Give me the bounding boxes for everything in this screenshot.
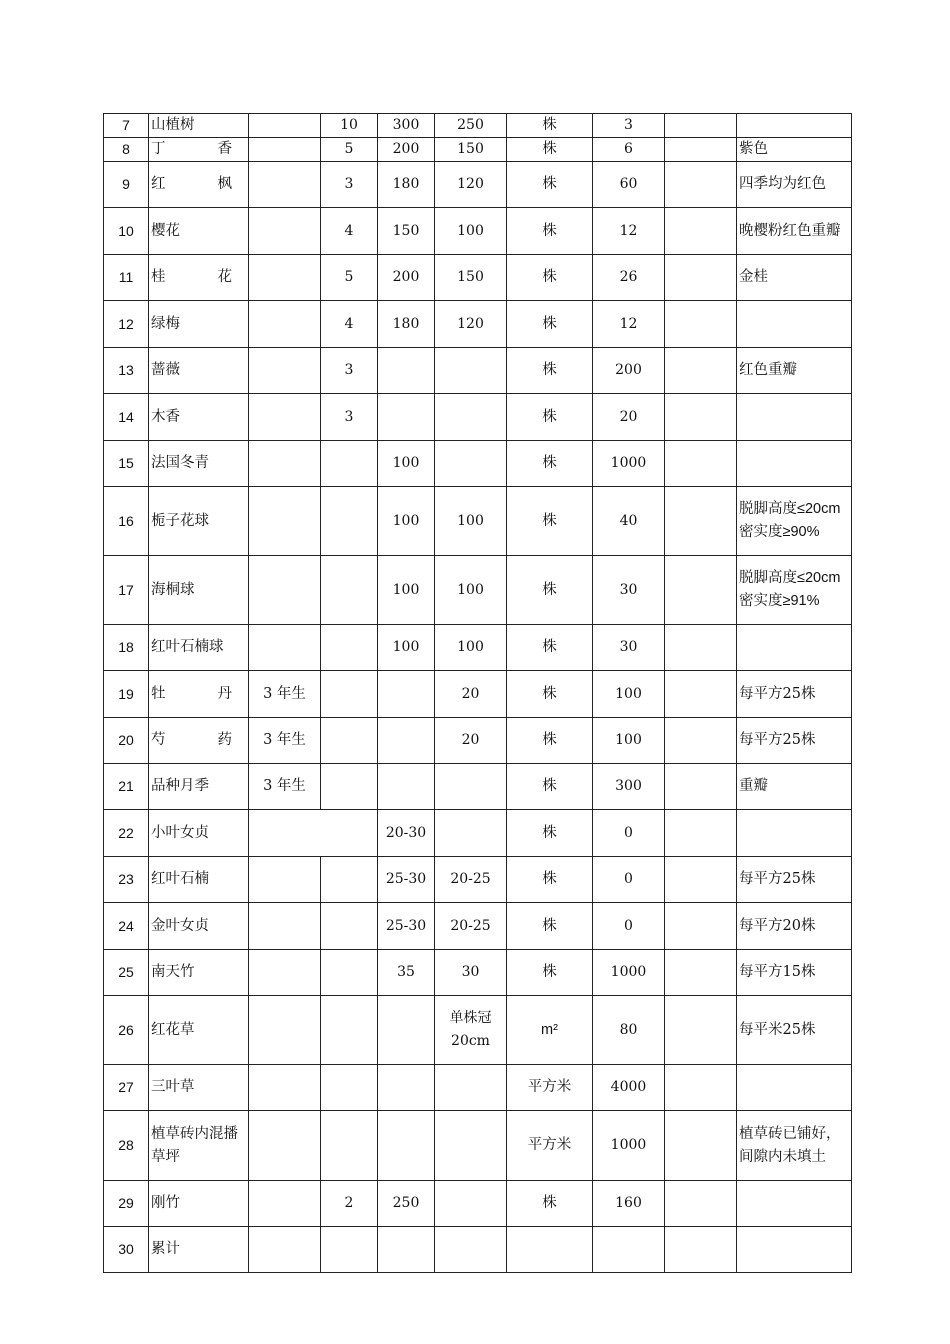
height-cell: 200 [378,255,435,301]
quantity-cell: 0 [593,810,665,857]
blank-cell [665,1227,737,1273]
row-number-cell: 12 [104,301,149,348]
quantity-cell: 4000 [593,1065,665,1111]
table-row [104,1111,852,1181]
plant-name-cell: 牡丹 [149,671,249,718]
crown-cell: 100 [435,487,507,556]
table-row [104,255,852,301]
crown-cell: 100 [435,625,507,671]
height-cell: 100 [378,487,435,556]
age-cell [249,301,321,348]
note-cell: 晚樱粉红色重瓣 [737,208,852,255]
note-cell: 每平方25株 [737,857,852,903]
spec-cell [321,1065,378,1111]
table-row [104,138,852,162]
crown-cell: 100 [435,556,507,625]
table-row [104,1227,852,1273]
age-cell [249,950,321,996]
height-cell [378,996,435,1065]
note-cell: 每平方20株 [737,903,852,950]
plant-name-cell: 南天竹 [149,950,249,996]
quantity-cell: 26 [593,255,665,301]
quantity-cell: 6 [593,138,665,162]
spec-cell [321,625,378,671]
spec-cell [321,857,378,903]
note-cell: 每平米25株 [737,996,852,1065]
unit-cell: 株 [507,857,593,903]
quantity-cell: 100 [593,718,665,764]
age-cell [249,255,321,301]
blank-cell [665,138,737,162]
height-cell: 150 [378,208,435,255]
note-cell: 四季均为红色 [737,162,852,208]
spec-cell [321,996,378,1065]
crown-cell [435,764,507,810]
row-number-cell: 23 [104,857,149,903]
height-cell: 100 [378,556,435,625]
blank-cell [665,208,737,255]
plant-name-cell: 红叶石楠球 [149,625,249,671]
unit-cell: 株 [507,903,593,950]
spec-cell: 4 [321,301,378,348]
height-cell: 100 [378,625,435,671]
blank-cell [665,625,737,671]
plant-name-cell: 刚竹 [149,1181,249,1227]
height-cell: 20-30 [378,810,435,857]
quantity-cell: 30 [593,625,665,671]
quantity-cell: 60 [593,162,665,208]
crown-cell: 150 [435,255,507,301]
table-row [104,718,852,764]
quantity-cell: 1000 [593,1111,665,1181]
row-number-cell: 8 [104,138,149,162]
plant-name-cell: 三叶草 [149,1065,249,1111]
row-number-cell: 24 [104,903,149,950]
quantity-cell: 300 [593,764,665,810]
table-row [104,950,852,996]
table-row [104,1065,852,1111]
spec-cell: 10 [321,114,378,138]
crown-cell [435,1227,507,1273]
quantity-cell: 1000 [593,950,665,996]
crown-cell [435,1181,507,1227]
spec-cell: 4 [321,208,378,255]
plant-name-cell: 山植树 [149,114,249,138]
unit-cell: 株 [507,348,593,394]
unit-cell: 株 [507,810,593,857]
spec-cell: 3 [321,348,378,394]
age-cell [249,441,321,487]
blank-cell [665,671,737,718]
crown-cell: 单株冠20cm [435,996,507,1065]
unit-cell: 株 [507,441,593,487]
age-cell: 3 年生 [249,718,321,764]
unit-cell: 株 [507,162,593,208]
row-number-cell: 27 [104,1065,149,1111]
quantity-cell: 30 [593,556,665,625]
note-cell [737,441,852,487]
blank-cell [665,1111,737,1181]
quantity-cell: 100 [593,671,665,718]
blank-cell [665,1181,737,1227]
spec-cell: 5 [321,255,378,301]
height-cell [378,1111,435,1181]
note-cell [737,114,852,138]
row-number-cell: 18 [104,625,149,671]
row-number-cell: 14 [104,394,149,441]
age-cell: 3 年生 [249,764,321,810]
table-row [104,810,852,857]
table-row [104,301,852,348]
table-row [104,487,852,556]
plant-name-cell: 丁香 [149,138,249,162]
plant-name-cell: 红花草 [149,996,249,1065]
unit-cell: 株 [507,1181,593,1227]
unit-cell: 株 [507,556,593,625]
age-cell [249,348,321,394]
age-cell [249,625,321,671]
height-cell: 180 [378,301,435,348]
unit-cell: m² [507,996,593,1065]
plant-name-cell: 红枫 [149,162,249,208]
blank-cell [665,487,737,556]
blank-cell [665,301,737,348]
table-row [104,114,852,138]
height-cell [378,394,435,441]
crown-cell [435,348,507,394]
quantity-cell: 40 [593,487,665,556]
row-number-cell: 21 [104,764,149,810]
row-number-cell: 7 [104,114,149,138]
height-cell [378,1227,435,1273]
row-number-cell: 11 [104,255,149,301]
height-cell: 100 [378,441,435,487]
unit-cell: 株 [507,764,593,810]
plant-name-cell: 樱花 [149,208,249,255]
blank-cell [665,903,737,950]
note-cell: 每平方25株 [737,671,852,718]
spec-cell [321,671,378,718]
blank-cell [665,764,737,810]
crown-cell [435,1111,507,1181]
plant-name-cell: 蔷薇 [149,348,249,394]
unit-cell: 株 [507,487,593,556]
blank-cell [665,394,737,441]
age-cell [249,487,321,556]
age-cell [249,162,321,208]
height-cell: 25-30 [378,857,435,903]
note-cell: 脱脚高度≤20cm 密实度≥90% [737,487,852,556]
plant-name-cell: 法国冬青 [149,441,249,487]
age-cell: 3 年生 [249,671,321,718]
table-row [104,671,852,718]
age-cell [249,556,321,625]
row-number-cell: 25 [104,950,149,996]
unit-cell: 株 [507,114,593,138]
spec-cell [321,1111,378,1181]
unit-cell: 株 [507,301,593,348]
table-row [104,625,852,671]
crown-cell: 30 [435,950,507,996]
crown-cell: 120 [435,162,507,208]
crown-cell [435,1065,507,1111]
quantity-cell: 0 [593,903,665,950]
row-number-cell: 15 [104,441,149,487]
blank-cell [665,114,737,138]
blank-cell [665,255,737,301]
age-cell [249,138,321,162]
blank-cell [665,1065,737,1111]
table-row [104,441,852,487]
crown-cell: 20-25 [435,903,507,950]
crown-cell: 20 [435,718,507,764]
age-cell [249,996,321,1065]
spec-cell [321,764,378,810]
plant-name-cell: 桂花 [149,255,249,301]
plant-name-cell: 红叶石楠 [149,857,249,903]
note-cell: 每平方15株 [737,950,852,996]
row-number-cell: 30 [104,1227,149,1273]
spec-cell: 2 [321,1181,378,1227]
height-cell: 250 [378,1181,435,1227]
note-cell [737,810,852,857]
spec-cell [321,718,378,764]
age-cell [249,810,378,857]
unit-cell: 株 [507,950,593,996]
row-number-cell: 13 [104,348,149,394]
row-number-cell: 9 [104,162,149,208]
spec-cell [321,556,378,625]
age-cell [249,1181,321,1227]
height-cell: 300 [378,114,435,138]
age-cell [249,857,321,903]
height-cell [378,764,435,810]
table-row [104,162,852,208]
blank-cell [665,810,737,857]
plant-name-cell: 木香 [149,394,249,441]
table-row [104,394,852,441]
blank-cell [665,996,737,1065]
quantity-cell: 12 [593,208,665,255]
plant-inventory-table [103,113,852,1273]
height-cell: 35 [378,950,435,996]
table-row [104,556,852,625]
note-cell: 红色重瓣 [737,348,852,394]
note-cell: 植草砖已铺好，间隙内未填土 [737,1111,852,1181]
note-cell: 重瓣 [737,764,852,810]
quantity-cell: 200 [593,348,665,394]
age-cell [249,1227,321,1273]
unit-cell [507,1227,593,1273]
height-cell [378,348,435,394]
unit-cell: 株 [507,255,593,301]
note-cell [737,1065,852,1111]
row-number-cell: 10 [104,208,149,255]
note-cell: 紫色 [737,138,852,162]
plant-name-cell: 植草砖内混播草坪 [149,1111,249,1181]
height-cell [378,1065,435,1111]
blank-cell [665,857,737,903]
height-cell [378,718,435,764]
plant-name-cell: 累计 [149,1227,249,1273]
age-cell [249,1111,321,1181]
crown-cell: 250 [435,114,507,138]
blank-cell [665,718,737,764]
table-row [104,903,852,950]
blank-cell [665,556,737,625]
crown-cell [435,394,507,441]
age-cell [249,903,321,950]
note-cell [737,1181,852,1227]
unit-cell: 株 [507,138,593,162]
note-cell: 脱脚高度≤20cm 密实度≥91% [737,556,852,625]
blank-cell [665,441,737,487]
plant-name-cell: 海桐球 [149,556,249,625]
age-cell [249,1065,321,1111]
blank-cell [665,162,737,208]
quantity-cell: 1000 [593,441,665,487]
row-number-cell: 19 [104,671,149,718]
table-row [104,348,852,394]
quantity-cell [593,1227,665,1273]
note-cell: 每平方25株 [737,718,852,764]
plant-name-cell: 绿梅 [149,301,249,348]
quantity-cell: 160 [593,1181,665,1227]
blank-cell [665,348,737,394]
unit-cell: 株 [507,625,593,671]
spec-cell: 3 [321,394,378,441]
row-number-cell: 29 [104,1181,149,1227]
row-number-cell: 28 [104,1111,149,1181]
row-number-cell: 20 [104,718,149,764]
blank-cell [665,950,737,996]
unit-cell: 平方米 [507,1111,593,1181]
row-number-cell: 16 [104,487,149,556]
row-number-cell: 17 [104,556,149,625]
spec-cell [321,1227,378,1273]
note-cell [737,301,852,348]
age-cell [249,208,321,255]
height-cell: 180 [378,162,435,208]
table-row [104,208,852,255]
height-cell: 25-30 [378,903,435,950]
note-cell [737,1227,852,1273]
plant-name-cell: 金叶女贞 [149,903,249,950]
note-cell [737,625,852,671]
plant-name-cell: 小叶女贞 [149,810,249,857]
crown-cell [435,441,507,487]
spec-cell [321,441,378,487]
crown-cell: 120 [435,301,507,348]
crown-cell [435,810,507,857]
unit-cell: 株 [507,718,593,764]
plant-name-cell: 栀子花球 [149,487,249,556]
spec-cell [321,903,378,950]
quantity-cell: 0 [593,857,665,903]
height-cell: 200 [378,138,435,162]
table-row [104,996,852,1065]
age-cell [249,114,321,138]
plant-name-cell: 芍药 [149,718,249,764]
age-cell [249,394,321,441]
spec-cell: 3 [321,162,378,208]
crown-cell: 150 [435,138,507,162]
quantity-cell: 20 [593,394,665,441]
table-row [104,764,852,810]
table-row [104,857,852,903]
spec-cell [321,950,378,996]
table-row [104,1181,852,1227]
height-cell [378,671,435,718]
table-body [104,114,852,1273]
row-number-cell: 22 [104,810,149,857]
plant-name-cell: 品种月季 [149,764,249,810]
unit-cell: 平方米 [507,1065,593,1111]
quantity-cell: 12 [593,301,665,348]
unit-cell: 株 [507,671,593,718]
crown-cell: 20-25 [435,857,507,903]
spec-cell [321,487,378,556]
note-cell: 金桂 [737,255,852,301]
quantity-cell: 3 [593,114,665,138]
row-number-cell: 26 [104,996,149,1065]
unit-cell: 株 [507,394,593,441]
spec-cell: 5 [321,138,378,162]
unit-cell: 株 [507,208,593,255]
crown-cell: 100 [435,208,507,255]
note-cell [737,394,852,441]
quantity-cell: 80 [593,996,665,1065]
crown-cell: 20 [435,671,507,718]
